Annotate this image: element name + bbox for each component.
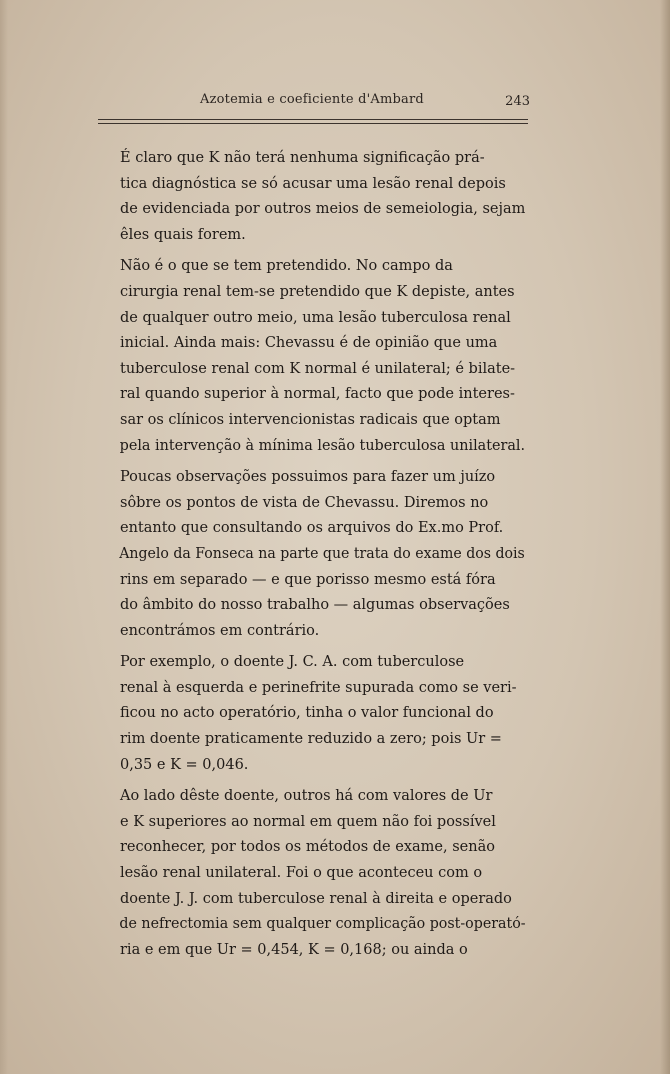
text-line: Ao lado dêste doente, outros há com valores de Ur xyxy=(120,788,493,805)
text-line: reconhecer, por todos os métodos de exame, senão xyxy=(120,839,495,856)
text-line: doente J. J. com tuberculose renal à direita e operado xyxy=(120,890,512,907)
text-line: de qualquer outro meio, uma lesão tuberculosa renal xyxy=(120,309,511,326)
body-text xyxy=(90,146,525,963)
paragraph xyxy=(90,784,525,963)
text-line: e K superiores ao normal em quem não foi possível xyxy=(120,813,496,830)
text-line: ficou no acto operatório, tinha o valor funcional do xyxy=(120,705,494,722)
text-line: encontrámos em contrário. xyxy=(120,622,320,639)
text-line: êles quais forem. xyxy=(120,226,246,243)
text-line: sar os clínicos intervencionistas radicais que optam xyxy=(120,411,501,428)
header-rule-top xyxy=(98,119,528,120)
text-line: rins em separado — e que porisso mesmo está fóra xyxy=(120,571,496,588)
paragraph xyxy=(90,465,525,644)
text-line: tuberculose renal com K normal é unilateral; é bilate- xyxy=(120,360,516,377)
text-line: cirurgia renal tem-se pretendido que K depiste, antes xyxy=(120,283,515,300)
paragraph xyxy=(90,650,525,778)
text-line: rim doente praticamente reduzido a zero; pois Ur = xyxy=(120,731,502,748)
text-line: tica diagnóstica se só acusar uma lesão renal depois xyxy=(120,175,506,192)
page-number: 243 xyxy=(505,94,530,109)
text-line: de evidenciada por outros meios de semeiologia, sejam xyxy=(119,201,526,218)
text-line: de nefrectomia sem qualquer complicação post-operató- xyxy=(119,916,526,933)
header-rule-bottom xyxy=(98,123,528,124)
text-line: pela intervenção à mínima lesão tuberculosa unilateral. xyxy=(119,437,526,454)
text-line: ria e em que Ur = 0,454, K = 0,168; ou ainda o xyxy=(120,941,468,958)
text-line: Não é o que se tem pretendido. No campo da xyxy=(120,258,453,275)
text-line: lesão renal unilateral. Foi o que aconteceu com o xyxy=(120,865,483,882)
text-line: É claro que K não terá nenhuma significação prá- xyxy=(120,150,485,166)
page-header xyxy=(200,88,530,112)
text-line: Angelo da Fonseca na parte que trata do exame dos dois xyxy=(119,545,525,562)
text-line: ral quando superior à normal, facto que pode interes- xyxy=(120,386,515,403)
text-line: inicial. Ainda mais: Chevassu é de opinião que uma xyxy=(120,335,498,352)
page-edge-right xyxy=(660,0,670,1074)
text-line: 0,35 e K = 0,046. xyxy=(120,756,249,773)
page-edge-left xyxy=(0,0,8,1074)
text-line: Poucas observações possuimos para fazer um juízo xyxy=(120,469,496,486)
running-title: Azotemia e coeficiente d'Ambard xyxy=(200,92,424,107)
text-line: do âmbito do nosso trabalho — algumas observações xyxy=(120,597,510,614)
paragraph xyxy=(90,254,525,459)
text-line: entanto que consultando os arquivos do Ex.mo Prof. xyxy=(120,520,504,537)
paragraph xyxy=(90,146,525,248)
text-line: Por exemplo, o doente J. C. A. com tuberculose xyxy=(120,654,465,671)
text-line: sôbre os pontos de vista de Chevassu. Diremos no xyxy=(120,494,489,511)
text-line: renal à esquerda e perinefrite supurada como se veri- xyxy=(120,679,517,696)
